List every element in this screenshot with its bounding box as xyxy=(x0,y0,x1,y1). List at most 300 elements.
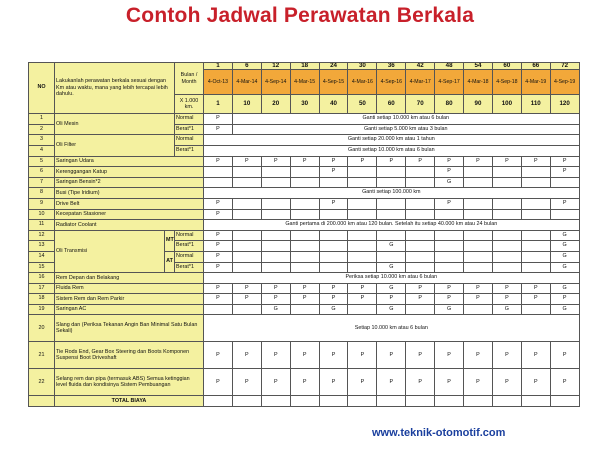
total-cell xyxy=(204,396,233,407)
schedule-cell: P xyxy=(261,283,290,294)
row-item: Rem Depan dan Belakang xyxy=(55,273,204,284)
total-row xyxy=(29,396,580,407)
schedule-cell: P xyxy=(492,156,521,167)
schedule-cell: P xyxy=(464,156,493,167)
schedule-cell: P xyxy=(290,369,319,396)
date-header: 4-Mar-17 xyxy=(406,70,435,95)
schedule-cell xyxy=(348,177,377,188)
schedule-cell xyxy=(261,262,290,273)
transmission-type: AT xyxy=(165,251,175,272)
table-row xyxy=(29,294,580,305)
schedule-cell: P xyxy=(204,124,233,135)
schedule-cell xyxy=(521,262,550,273)
month-header: 60 xyxy=(492,63,521,70)
schedule-cell xyxy=(232,241,261,252)
schedule-cell: P xyxy=(348,294,377,305)
schedule-cell: P xyxy=(406,369,435,396)
schedule-cell xyxy=(435,251,464,262)
km-header: 50 xyxy=(348,95,377,114)
row-number: 4 xyxy=(29,145,55,156)
schedule-cell xyxy=(406,262,435,273)
schedule-cell xyxy=(319,230,348,241)
km-header: 90 xyxy=(464,95,493,114)
schedule-cell: P xyxy=(290,294,319,305)
month-header: 42 xyxy=(406,63,435,70)
schedule-cell: G xyxy=(261,304,290,315)
table-row xyxy=(29,135,580,146)
schedule-cell: P xyxy=(492,342,521,369)
schedule-cell xyxy=(464,241,493,252)
schedule-cell xyxy=(492,177,521,188)
schedule-cell: P xyxy=(406,156,435,167)
schedule-cell: P xyxy=(319,342,348,369)
month-header: 30 xyxy=(348,63,377,70)
schedule-cell: P xyxy=(261,294,290,305)
table-row xyxy=(29,209,580,220)
table-row xyxy=(29,230,580,241)
maintenance-schedule-table xyxy=(28,62,580,407)
row-condition: Normal xyxy=(175,251,204,262)
schedule-cell: G xyxy=(550,251,579,262)
km-header: 80 xyxy=(435,95,464,114)
website-watermark: www.teknik-otomotif.com xyxy=(372,427,506,439)
schedule-cell: P xyxy=(232,369,261,396)
schedule-cell: P xyxy=(204,209,233,220)
date-header: 4-Mar-16 xyxy=(348,70,377,95)
schedule-cell: P xyxy=(464,294,493,305)
km-header: 1 xyxy=(204,95,233,114)
schedule-cell xyxy=(319,262,348,273)
schedule-cell xyxy=(261,209,290,220)
row-note: Ganti setiap 100.000 km xyxy=(204,188,580,199)
schedule-cell: P xyxy=(435,342,464,369)
schedule-cell xyxy=(521,251,550,262)
date-header: 4-Sep-19 xyxy=(550,70,579,95)
schedule-cell xyxy=(550,209,579,220)
schedule-cell: P xyxy=(492,294,521,305)
row-item: Kecepatan Stasioner xyxy=(55,209,204,220)
table-row xyxy=(29,342,580,369)
transmission-type: MT xyxy=(165,230,175,251)
schedule-cell xyxy=(290,177,319,188)
km-header: 70 xyxy=(406,95,435,114)
schedule-cell: G xyxy=(435,304,464,315)
date-header: 4-Oct-13 xyxy=(204,70,233,95)
row-condition: Normal xyxy=(175,135,204,146)
schedule-cell: P xyxy=(377,294,406,305)
schedule-cell: P xyxy=(204,251,233,262)
row-note: Periksa setiap 10.000 km atau 6 bulan xyxy=(204,273,580,284)
month-header: 12 xyxy=(261,63,290,70)
row-number: 7 xyxy=(29,177,55,188)
row-number: 2 xyxy=(29,124,55,135)
schedule-cell: P xyxy=(464,283,493,294)
schedule-cell: P xyxy=(521,369,550,396)
table-row xyxy=(29,177,580,188)
row-number xyxy=(29,396,55,407)
km-header: 40 xyxy=(319,95,348,114)
row-item: Oli Transmisi xyxy=(55,230,165,272)
row-number: 5 xyxy=(29,156,55,167)
table-row xyxy=(29,273,580,284)
schedule-cell xyxy=(377,198,406,209)
row-number: 10 xyxy=(29,209,55,220)
table-row xyxy=(29,167,580,178)
table-row xyxy=(29,188,580,199)
row-note: Ganti setiap 10.000 km atau 6 bulan xyxy=(204,145,580,156)
km-header: 100 xyxy=(492,95,521,114)
row-number: 3 xyxy=(29,135,55,146)
schedule-cell: G xyxy=(435,177,464,188)
page-title: Contoh Jadwal Perawatan Berkala xyxy=(125,4,475,27)
schedule-cell xyxy=(290,230,319,241)
schedule-cell: P xyxy=(232,156,261,167)
schedule-cell: P xyxy=(319,294,348,305)
schedule-cell: P xyxy=(348,342,377,369)
row-number: 14 xyxy=(29,251,55,262)
schedule-cell xyxy=(232,230,261,241)
schedule-cell: P xyxy=(204,198,233,209)
row-item: Sistem Rem dan Rem Parkir xyxy=(55,294,204,305)
schedule-cell xyxy=(464,198,493,209)
schedule-cell: P xyxy=(550,156,579,167)
schedule-cell xyxy=(435,230,464,241)
schedule-cell: P xyxy=(435,294,464,305)
schedule-cell xyxy=(406,209,435,220)
schedule-cell xyxy=(377,167,406,178)
total-cell xyxy=(377,396,406,407)
schedule-cell: P xyxy=(464,369,493,396)
schedule-cell: P xyxy=(204,156,233,167)
month-header: 54 xyxy=(464,63,493,70)
schedule-cell: P xyxy=(435,283,464,294)
total-label: TOTAL BIAYA xyxy=(55,396,204,407)
schedule-cell xyxy=(232,209,261,220)
schedule-cell xyxy=(406,241,435,252)
table-row xyxy=(29,315,580,342)
schedule-cell xyxy=(550,177,579,188)
schedule-cell: P xyxy=(204,241,233,252)
row-number: 15 xyxy=(29,262,55,273)
schedule-cell xyxy=(232,251,261,262)
header-no: NO xyxy=(29,63,55,114)
schedule-cell: G xyxy=(550,230,579,241)
row-item: Busi (Tipe Iridium) xyxy=(55,188,204,199)
schedule-cell xyxy=(492,262,521,273)
schedule-cell: P xyxy=(435,369,464,396)
row-item: Saringan AC xyxy=(55,304,204,315)
schedule-cell: P xyxy=(232,294,261,305)
schedule-cell xyxy=(232,167,261,178)
schedule-cell xyxy=(377,177,406,188)
schedule-cell xyxy=(406,198,435,209)
schedule-cell xyxy=(464,251,493,262)
schedule-cell: P xyxy=(550,369,579,396)
schedule-cell xyxy=(435,262,464,273)
row-number: 21 xyxy=(29,342,55,369)
date-header: 4-Sep-14 xyxy=(261,70,290,95)
row-number: 22 xyxy=(29,369,55,396)
table-row xyxy=(29,369,580,396)
schedule-cell xyxy=(232,177,261,188)
schedule-cell: P xyxy=(232,283,261,294)
schedule-cell xyxy=(521,177,550,188)
schedule-cell: P xyxy=(377,342,406,369)
schedule-cell xyxy=(204,167,233,178)
schedule-cell: P xyxy=(261,156,290,167)
schedule-cell: P xyxy=(492,283,521,294)
schedule-cell: G xyxy=(492,304,521,315)
schedule-cell: P xyxy=(492,369,521,396)
schedule-cell xyxy=(464,230,493,241)
row-item: Saringan Bensin*2 xyxy=(55,177,204,188)
header-row-months xyxy=(29,63,580,70)
schedule-cell: G xyxy=(550,241,579,252)
schedule-cell xyxy=(377,251,406,262)
total-cell xyxy=(290,396,319,407)
table-row xyxy=(29,304,580,315)
row-item: Oli Filter xyxy=(55,135,175,156)
row-condition: Berat*1 xyxy=(175,241,204,252)
row-item: Oli Mesin xyxy=(55,114,175,135)
schedule-cell xyxy=(261,177,290,188)
schedule-cell: P xyxy=(521,342,550,369)
date-header: 4-Mar-15 xyxy=(290,70,319,95)
row-number: 1 xyxy=(29,114,55,125)
date-header: 4-Mar-19 xyxy=(521,70,550,95)
schedule-cell: G xyxy=(550,262,579,273)
schedule-cell xyxy=(464,262,493,273)
schedule-cell xyxy=(377,209,406,220)
schedule-cell xyxy=(406,251,435,262)
row-condition: Berat*1 xyxy=(175,124,204,135)
month-header: 24 xyxy=(319,63,348,70)
row-item: Tie Rods End, Gear Box Steering dan Boots Komponen Suspensi Boot Driveshaft xyxy=(55,342,204,369)
row-item: Radiator Coolant xyxy=(55,220,204,231)
row-number: 16 xyxy=(29,273,55,284)
schedule-cell xyxy=(348,198,377,209)
total-cell xyxy=(232,396,261,407)
schedule-cell: P xyxy=(377,156,406,167)
date-header: 4-Sep-16 xyxy=(377,70,406,95)
month-header: 36 xyxy=(377,63,406,70)
row-note: Ganti pertama di 200.000 km atau 120 bulan. Setelah itu setiap 40.000 km atau 24 bulan xyxy=(204,220,580,231)
month-header: 6 xyxy=(232,63,261,70)
row-number: 13 xyxy=(29,241,55,252)
row-number: 9 xyxy=(29,198,55,209)
schedule-cell: P xyxy=(348,283,377,294)
schedule-cell: P xyxy=(406,342,435,369)
date-header: 4-Mar-18 xyxy=(464,70,493,95)
schedule-cell xyxy=(348,262,377,273)
schedule-cell: G xyxy=(377,304,406,315)
schedule-cell: P xyxy=(204,114,233,125)
schedule-cell xyxy=(348,251,377,262)
schedule-cell: P xyxy=(550,167,579,178)
schedule-cell: P xyxy=(435,167,464,178)
schedule-cell xyxy=(290,251,319,262)
schedule-cell xyxy=(290,167,319,178)
km-header: 110 xyxy=(521,95,550,114)
row-item: Selang rem dan pipa (termasuk ABS) Semua ketinggian level fluida dan kondisinya Sistem Pembuangan xyxy=(55,369,204,396)
km-header: 30 xyxy=(290,95,319,114)
month-header: 18 xyxy=(290,63,319,70)
schedule-cell: P xyxy=(348,156,377,167)
schedule-cell xyxy=(377,230,406,241)
schedule-cell xyxy=(319,177,348,188)
schedule-cell: P xyxy=(406,294,435,305)
schedule-cell: P xyxy=(204,294,233,305)
total-cell xyxy=(261,396,290,407)
schedule-cell xyxy=(492,241,521,252)
schedule-cell xyxy=(521,209,550,220)
schedule-cell: P xyxy=(204,230,233,241)
month-header: 72 xyxy=(550,63,579,70)
schedule-cell xyxy=(521,241,550,252)
month-header: 48 xyxy=(435,63,464,70)
row-number: 18 xyxy=(29,294,55,305)
schedule-cell: P xyxy=(261,342,290,369)
row-number: 8 xyxy=(29,188,55,199)
schedule-cell: P xyxy=(377,369,406,396)
table-row xyxy=(29,156,580,167)
schedule-cell xyxy=(290,262,319,273)
schedule-cell xyxy=(435,209,464,220)
total-cell xyxy=(319,396,348,407)
schedule-cell: G xyxy=(377,283,406,294)
schedule-cell xyxy=(232,198,261,209)
schedule-cell: G xyxy=(377,241,406,252)
schedule-cell xyxy=(204,177,233,188)
schedule-cell: P xyxy=(204,283,233,294)
schedule-cell xyxy=(348,304,377,315)
schedule-cell: P xyxy=(204,342,233,369)
schedule-cell xyxy=(319,251,348,262)
schedule-cell xyxy=(492,251,521,262)
header-km: X 1.000 km. xyxy=(175,95,204,114)
row-item: Slang dan (Periksa Tekanan Angin Ban Minimal Satu Bulan Sekali) xyxy=(55,315,204,342)
schedule-cell: P xyxy=(348,369,377,396)
schedule-cell xyxy=(406,230,435,241)
row-note: Ganti setiap 5.000 km atau 3 bulan xyxy=(232,124,579,135)
table-row xyxy=(29,220,580,231)
schedule-cell: P xyxy=(406,283,435,294)
schedule-cell xyxy=(290,304,319,315)
date-header: 4-Sep-18 xyxy=(492,70,521,95)
schedule-cell: P xyxy=(319,167,348,178)
schedule-cell: G xyxy=(550,283,579,294)
schedule-cell: P xyxy=(319,369,348,396)
total-cell xyxy=(435,396,464,407)
row-number: 20 xyxy=(29,315,55,342)
row-number: 17 xyxy=(29,283,55,294)
schedule-cell: P xyxy=(550,198,579,209)
schedule-cell xyxy=(204,304,233,315)
schedule-cell xyxy=(232,304,261,315)
table-row xyxy=(29,114,580,125)
schedule-cell xyxy=(290,209,319,220)
schedule-cell xyxy=(521,198,550,209)
header-bulan: Bulan / Month xyxy=(175,63,204,95)
schedule-cell xyxy=(492,230,521,241)
schedule-cell xyxy=(290,241,319,252)
schedule-cell xyxy=(348,209,377,220)
schedule-cell: P xyxy=(290,156,319,167)
schedule-cell: G xyxy=(377,262,406,273)
date-header: 4-Sep-15 xyxy=(319,70,348,95)
schedule-cell: P xyxy=(464,342,493,369)
schedule-cell: P xyxy=(319,283,348,294)
schedule-cell xyxy=(492,209,521,220)
schedule-cell: P xyxy=(232,342,261,369)
schedule-cell: P xyxy=(521,156,550,167)
schedule-cell: P xyxy=(204,262,233,273)
row-number: 11 xyxy=(29,220,55,231)
schedule-cell: P xyxy=(521,283,550,294)
row-condition: Berat*1 xyxy=(175,145,204,156)
km-header: 10 xyxy=(232,95,261,114)
row-number: 6 xyxy=(29,167,55,178)
schedule-cell xyxy=(319,241,348,252)
row-item: Fluida Rem xyxy=(55,283,204,294)
schedule-cell xyxy=(290,198,319,209)
schedule-cell xyxy=(435,241,464,252)
schedule-cell xyxy=(464,304,493,315)
schedule-cell xyxy=(464,177,493,188)
schedule-cell: G xyxy=(550,304,579,315)
row-item: Drive Belt xyxy=(55,198,204,209)
schedule-cell xyxy=(492,198,521,209)
schedule-cell xyxy=(464,167,493,178)
schedule-cell xyxy=(261,230,290,241)
schedule-cell xyxy=(521,304,550,315)
row-item: Saringan Udara xyxy=(55,156,204,167)
schedule-cell: P xyxy=(550,342,579,369)
row-number: 19 xyxy=(29,304,55,315)
total-cell xyxy=(550,396,579,407)
km-header: 20 xyxy=(261,95,290,114)
month-header: 1 xyxy=(204,63,233,70)
date-header: 4-Sep-17 xyxy=(435,70,464,95)
header-instructions: Lakukanlah perawatan berkala sesuai dengan Km atau waktu, mana yang lebih tercapai lebih dahulu. xyxy=(55,63,175,114)
schedule-cell xyxy=(521,167,550,178)
schedule-cell: G xyxy=(319,304,348,315)
schedule-cell xyxy=(348,241,377,252)
total-cell xyxy=(348,396,377,407)
row-condition: Berat*1 xyxy=(175,262,204,273)
schedule-cell: P xyxy=(290,342,319,369)
schedule-cell xyxy=(406,177,435,188)
schedule-cell xyxy=(261,198,290,209)
row-item: Kerenggangan Katup xyxy=(55,167,204,178)
schedule-cell: P xyxy=(435,156,464,167)
schedule-cell xyxy=(261,241,290,252)
schedule-cell: P xyxy=(290,283,319,294)
km-header: 60 xyxy=(377,95,406,114)
schedule-cell xyxy=(261,167,290,178)
total-cell xyxy=(406,396,435,407)
schedule-cell: P xyxy=(521,294,550,305)
date-header: 4-Mar-14 xyxy=(232,70,261,95)
schedule-cell: P xyxy=(204,369,233,396)
row-note: Ganti setiap 10.000 km atau 6 bulan xyxy=(232,114,579,125)
schedule-cell xyxy=(319,209,348,220)
row-condition: Normal xyxy=(175,230,204,241)
row-note: Setiap 10.000 km atau 6 bulan xyxy=(204,315,580,342)
table-row xyxy=(29,283,580,294)
km-header: 120 xyxy=(550,95,579,114)
schedule-cell xyxy=(406,304,435,315)
